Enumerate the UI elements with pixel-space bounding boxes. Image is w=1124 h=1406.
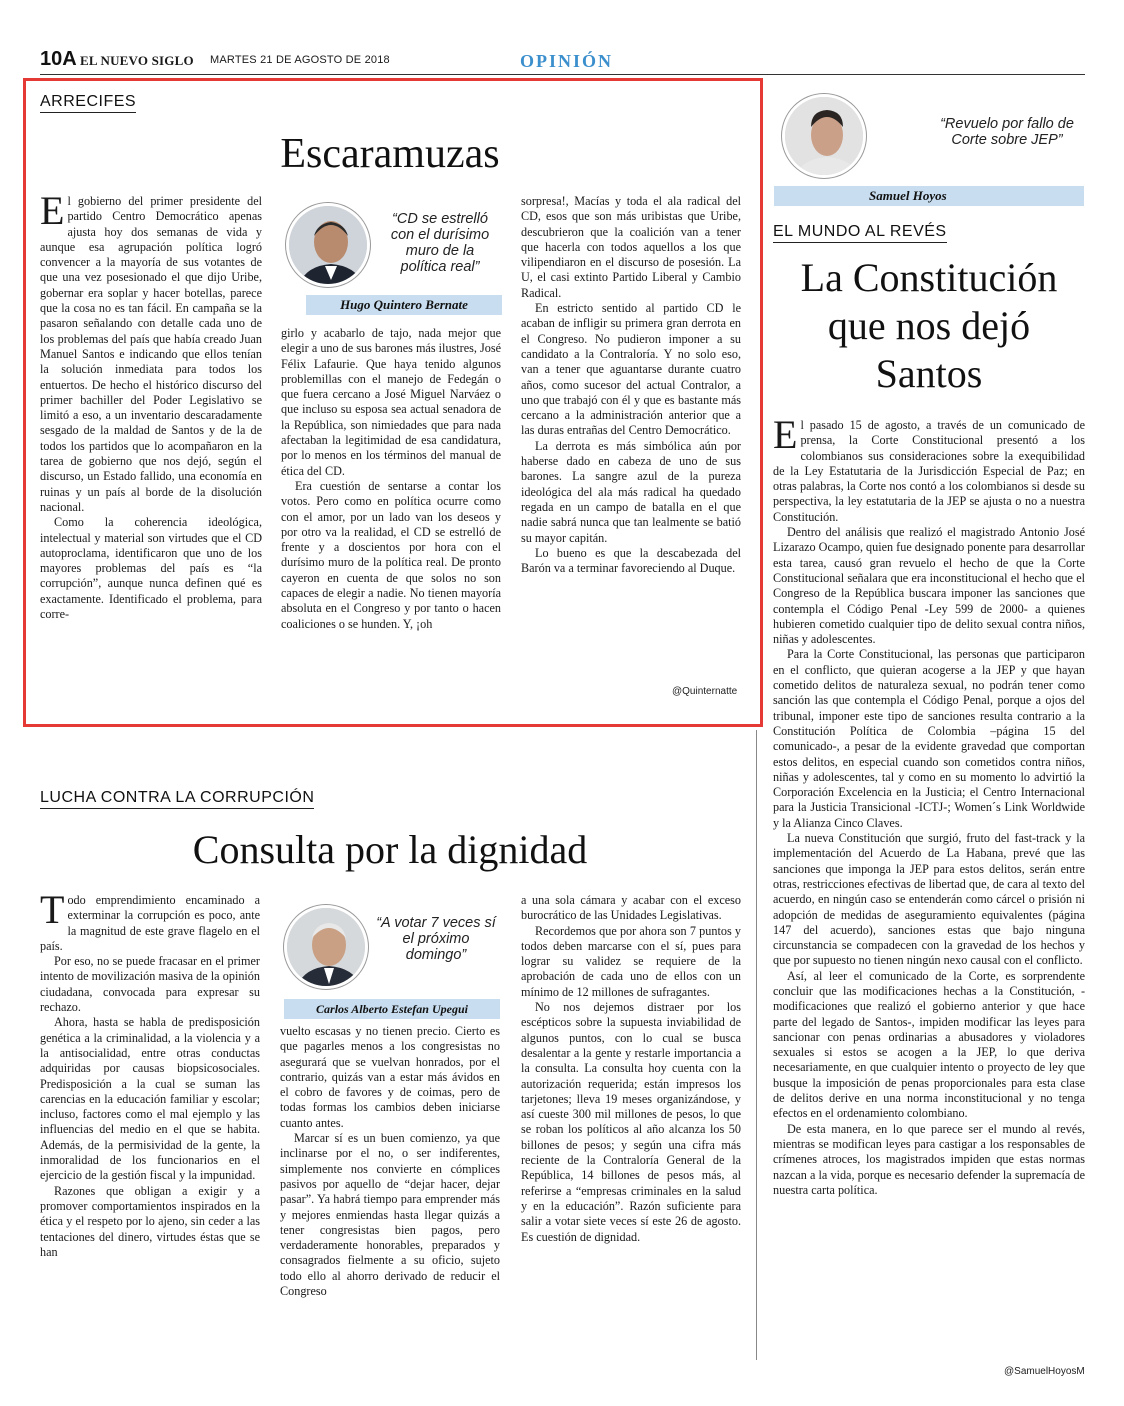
article3-author: Samuel Hoyos: [774, 186, 1084, 206]
article3-quote: “Revuelo por fallo de Corte sobre JEP”: [940, 116, 1074, 148]
article1-col3-p3: La derrota es más simbólica aún por haberse dado en cabeza de uno de sus barones. La sangre azul de la pureza ideológica del ala más radical ha quedado regada en un campo de batalla en el que nadie sabrá nunca que tan lealmente se batió su mayor capitán.: [521, 438, 741, 545]
person-icon: [289, 206, 370, 287]
section-title: OPINIÓN: [520, 51, 614, 71]
author-photo: [286, 203, 370, 287]
article1-col3: [521, 194, 741, 576]
article3-p2: Dentro del análisis que realizó el magistrado Antonio José Lizarazo Ocampo, quien fue designado ponente para desarrollar esta tarea, causó gran revuelo el hecho de que la Corte Constitucional señalara que era inconstitucional el hecho que el Congreso de la República buscara imponer las sanciones que contempla el Código Penal -Ley 599 de 2000- a quienes hubieren cometido cualquier tipo de delito sexual contra niños, niñas y adolescentes.: [773, 525, 1085, 647]
article1-headline: Escaramuzas: [280, 131, 500, 177]
article2-col2-p1: vuelto escasas y no tienen precio. Cierto es que pagarles menos a los congresistas no asegurará que se vuelvan honrados, por el contrario, quizás van a estar más ávidos en el cobro de favores y de coimas, pero de todas formas los cambios deben iniciarse cuanto antes.: [280, 1024, 500, 1130]
person-icon: [785, 97, 866, 178]
page-number: 10A: [40, 48, 77, 70]
article1-col3-p4: Lo bueno es que la descabezada del Barón va a terminar favoreciendo al Duque.: [521, 545, 741, 576]
article3-p5: Así, al leer el comunicado de la Corte, es sorprendente concluir que las modificaciones hechas a la Constitución, -modificaciones que realizó el gobierno anterior y que hace parte del legado de Santos-, impiden modificar las leyes para sancionar con penas ordinarias a abusadores y violadores sexuales si estos se acogen a la JEP, lo que deriva necesariamente, en que cualquier intento o proyecto de ley que busque la imposición de penas proporcionales para esta clase de delitos derive en una norma inconstitucional y no tenga efectos en el ordenamiento colombiano.: [773, 968, 1085, 1121]
article2-col1-p1: [40, 887, 260, 954]
article1-kicker: ARRECIFES: [40, 93, 136, 113]
article2-col3-p3: No nos dejemos distraer por los escépticos sobre la supuesta inviabilidad de algunos puntos, con lo cual se busca desalentar a la gente y restarle importancia a la consulta. La consulta hoy cuenta con la autorización requerida; están impresos los tarjetones; lleva 19 meses organizándose, y así cueste 300 mil millones de pesos, lo que se roban los políticos al año alcanza los 50 billones de pesos; y según una cifra más reciente de la Contraloría General de la República, 14 billones de pesos más, al referirse a “empresas criminales en la salud y en la educación”. Razón suficiente para salir a votar siete veces sí este 26 de agosto. Es cuestión de dignidad.: [521, 1000, 741, 1244]
article1-col2: [281, 326, 501, 632]
article1-col2-p1: girlo y acabarlo de tajo, nada mejor que elegir a uno de sus barones más ilustres, José Félix Lafaurie. Que haya tenido algunos problemillas con el manejo de Fedegán o que fuera cercano a José Miguel Narváez o que incluso su esposa sea actual senadora de la República, son nimiedades que para nada afectaban la legitimidad de esa candidatura, por lo menos en los términos del manual de ética del CD.: [281, 326, 501, 478]
article1-handle: @Quinternatte: [672, 686, 738, 697]
article1-col2-p2: Era cuestión de sentarse a contar los votos. Pero como en política ocurre como con el amor, por un lado van los deseos y por otro va la realidad, el CD se estrelló de frente y a doscientos por hora con el durísimo muro de la política real. De pronto cayeron en cuenta de que solos no son capaces de elegir a nadie. No tienen mayoría absoluta en el Congreso y por tanto o hacen coaliciones o se hunden. Y, ¡oh: [281, 478, 501, 631]
masthead: [40, 50, 1085, 76]
article3-p4: La nueva Constitución que surgió, fruto del fast-track y la implementación del Acuerdo de La Habana, prevé que las sanciones que imponga la JEP para estos delitos, serán entre otras, restricciones efectivas de libertad que, de cara al texto del acuerdo, en ningún caso se entenderán como cárcel o prisión ni adopción de medidas de aseguramiento equivalentes (página 147 del acuerdo), sanciones estas que bajo ninguna circunstancia se compadecen con la gravedad de los hechos y que por supuesto no tienen ningún nexo causal con el conflicto.: [773, 831, 1085, 968]
article2-dropcap: T: [40, 887, 65, 932]
masthead-rule: [40, 74, 1085, 75]
article3-body: [773, 412, 1085, 1198]
article1-col3-p2: En estricto sentido al partido CD le acaban de infligir su primera gran derrota en el Congreso. No pudieron imponer a su candidato a la Contraloría. Y no solo eso, van a tener que aguantarse durante cuatro años, como sucesor del actual Contralor, a uno que trabajó con él y que es bastante más cercano a la administración anterior que a las duras entrañas del Centro Democrático.: [521, 301, 741, 438]
article3-text1: l pasado 15 de agosto, a través de un comunicado de prensa, la Corte Constitucional presentó a los colombianos sus consideraciones sobre la exequibilidad de la Ley Estatutaria de la Jurisdicción Especial de Paz; en otras palabras, la Corte nos contó a los colombianos si desde su perspectiva, la ley estatutaria de la JEP se ajusta o no a nuestra Constitución.: [773, 418, 1085, 524]
article2-col1: [40, 887, 260, 1260]
author-photo: [284, 905, 368, 989]
article1-col1-text1: l gobierno del primer presidente del partido Centro Democrático apenas ajusta hoy dos semanas de vida y aunque esa agrupación política logró convencer a la mayoría de sus votantes de que una vez posesionado el que dijo Uribe, gobernar era soplar y hacer botellas, parece que la cosa no es tan fácil. En campaña se la pasaron señalando con detalle cada uno de los problemas del país que había creado Juan Manuel Santos e indicando que ellos tenían la solución inmediata para todos los entuertos. De hecho el histórico discurso del primer bachiller del Poder Legislativo se limitó a eso, a un inventario descaradamente sesgado de la maldad de Santos y de la de todos los partidos que lo acompañaron en la tarea de gobierno que nos dejó, según el discurso, un Estado fallido, una economía en ruinas y un país al borde de la disolución nacional.: [40, 194, 262, 514]
article3-handle: @SamuelHoyosM: [1004, 1366, 1085, 1377]
article1-author: Hugo Quintero Bernate: [306, 295, 502, 315]
article2-col1-p2: Por eso, no se puede fracasar en el primer intento de movilización masiva de la opinión ciudadana, convocada para expresar su rechazo.: [40, 954, 260, 1015]
author-photo: [782, 94, 866, 178]
article1-col1-p2: Como la coherencia ideológica, intelectual y material son virtudes que el CD autoproclama, identificaron que uno de los mayores problemas del país es “la corrupción”, aunque nunca definen qué es exactamente. Identificado el problema, para corre-: [40, 515, 262, 622]
article1-col1: [40, 188, 262, 622]
article2-col3-p1: a una sola cámara y acabar con el exceso burocrático de las Unidades Legislativas.: [521, 893, 741, 923]
article2-col2-p2: Marcar sí es un buen comienzo, ya que inclinarse por el no, o ser indiferentes, simplemente nos convierte en cómplices pasivos por aquello de “dejar hacer, dejar pasar”. Ya habrá tiempo para emprender más y mejores enmiendas hasta llegar quizás a tener congresistas bien pagos, pero verdaderamente honorables, preparados y consagrados fielmente a su oficio, sujeto todo ello al ahorro derivado de reducir el Congreso: [280, 1131, 500, 1299]
article2-col1-text1: odo emprendimiento encaminado a exterminar la corrupción es poco, ante la magnitud de este grave flagelo en el país.: [40, 893, 260, 953]
issue-date: MARTES 21 DE AGOSTO DE 2018: [210, 54, 390, 66]
article3-dropcap: E: [773, 412, 798, 457]
article1-author-box: [282, 199, 502, 319]
article2-author-box: [280, 903, 500, 1023]
article2-col1-p4: Razones que obligan a exigir y a promover comportamientos inspirados en la ética y el respeto por lo ajeno, sin ceder a las tentaciones del dinero, virtudes éstas que se han: [40, 1183, 260, 1259]
article2-col3-p2: Recordemos que por ahora son 7 puntos y todos deben marcarse con el sí, pues para lograr su validez se requiere de la aprobación de cada uno de ellos con un mínimo de 12 millones de sufragantes.: [521, 923, 741, 999]
article3-p6: De esta manera, en lo que parece ser el mundo al revés, mientras se modifican leyes para castigar a los responsables de crímenes atroces, los magistrados impiden que estas normas nazcan a la vida, porque es necesario defender la supremacía de nuestra carta política.: [773, 1121, 1085, 1197]
article2-col3: [521, 893, 741, 1245]
person-icon: [287, 908, 368, 989]
article1-col1-p1: [40, 188, 262, 515]
column-divider: [756, 730, 757, 1360]
article2-kicker: LUCHA CONTRA LA CORRUPCIÓN: [40, 789, 314, 809]
article3-p1: [773, 412, 1085, 525]
article2-author: Carlos Alberto Estefan Upegui: [284, 999, 500, 1019]
article1-dropcap: E: [40, 188, 65, 233]
article1-quote: “CD se estrelló con el durísimo muro de la política real”: [390, 211, 490, 275]
article1-col3-p1: sorpresa!, Macías y toda el ala radical del CD, esos que son más uribistas que Uribe, descubrieron que la coalición van a tener que hacerla con todos aquellos a los que vilipendiaron en el discurso de posesión. La U, el casi extinto Partido Liberal y Cambio Radical.: [521, 194, 741, 300]
article3-kicker: EL MUNDO AL REVÉS: [773, 223, 947, 243]
article2-headline: Consulta por la dignidad: [192, 827, 588, 872]
article2-quote: “A votar 7 veces sí el próximo domingo”: [376, 915, 496, 963]
article3-headline: La Constitución que nos dejó Santos: [800, 255, 1058, 396]
article3-author-box: [772, 94, 1084, 210]
article3-p3: Para la Corte Constitucional, las personas que participaron en el conflicto, que quieran acogerse a la JEP y que hayan cometido delitos de naturaleza sexual, no podrán tener como sanción las que contempla el Código Penal, porque a ojos del tribunal, imponer este tipo de sanciones resulta contrario a la Constitución Política de Colombia –página 15 del comunicado-, a pesar de la evidente gravedad que comportan estos delitos, en especial cuando son cometidos contra niños, niñas y adolescentes, tal y como en su momento lo advirtió la Corporación Excelencia en la Justicia; el Centro Internacional para la Justicia Transicional -ICTJ-; Women´s Link Worldwide y la Alianza Cinco Claves.: [773, 647, 1085, 830]
article2-col1-p3: Ahora, hasta se habla de predisposición genética a la criminalidad, a la violencia y a la antisocialidad, entre otras conductas adquiridas por causas biopsicosociales. Predisposición a la cual se suman las carencias en la educación familiar y escolar; incluso, factores como el mal ejemplo y las influencias del medio en el que se habita. Además, de la permisividad de la gente, la inmoralidad de los funcionarios en el ejercicio de la gestión fiscal y la impunidad.: [40, 1015, 260, 1183]
paper-name: EL NUEVO SIGLO: [80, 53, 194, 68]
article2-col2: [280, 1024, 500, 1299]
